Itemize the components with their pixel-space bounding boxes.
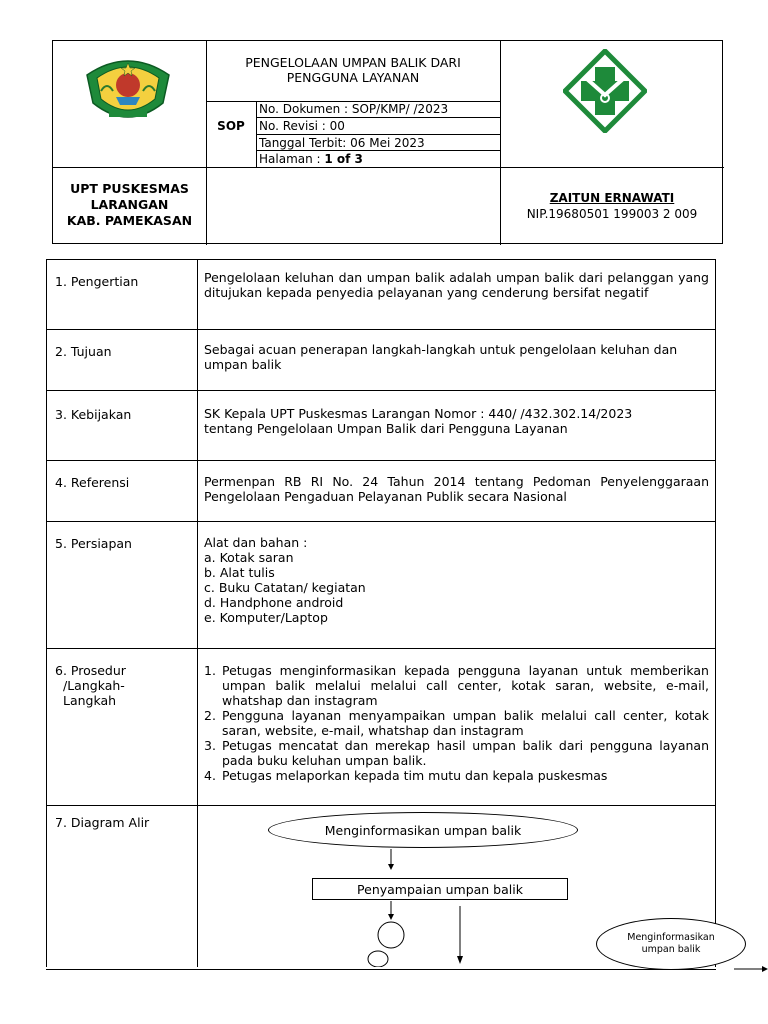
section-label: 7. Diagram Alir xyxy=(47,806,198,967)
section-text xyxy=(198,649,715,805)
unit-line: KAB. PAMEKASAN xyxy=(66,213,193,228)
section-label: 3. Kebijakan xyxy=(47,391,198,460)
sop-label: SOP xyxy=(217,119,245,133)
section-text: Pengelolaan keluhan dan umpan balik adalah umpan balik dari pelanggan yang ditujukan kepada penyedia pelayanan yang cenderung bersifat negatif xyxy=(204,270,709,300)
unit-name xyxy=(53,181,206,229)
signer-name: ZAITUN ERNAWATI xyxy=(549,191,675,205)
step-text: Petugas menginformasikan kepada pengguna layanan untuk memberikan umpan balik melalui melalui call center, kotak saran, website, e-mail, whatshap dan instagram xyxy=(222,663,709,708)
list-item: c. Buku Catatan/ kegiatan xyxy=(204,580,366,595)
list-item xyxy=(204,708,709,738)
page-value: 1 of 3 xyxy=(324,152,363,166)
section-text: Sebagai acuan penerapan langkah-langkah untuk pengelolaan keluhan dan umpan balik xyxy=(204,342,678,372)
text-line: tentang Pengelolaan Umpan Balik dari Pengguna Layanan xyxy=(204,421,568,436)
materials-intro: Alat dan bahan : xyxy=(204,535,308,550)
section-row xyxy=(47,461,715,522)
section-label: 4. Referensi xyxy=(47,461,198,521)
signer-nip: NIP.19680501 199003 2 009 xyxy=(526,207,698,221)
section-label: 5. Persiapan xyxy=(47,522,198,648)
label-line: 6. Prosedur xyxy=(55,663,126,678)
list-item xyxy=(204,663,709,708)
section-label: 2. Tujuan xyxy=(47,330,198,390)
list-item xyxy=(204,738,709,768)
section-text: Permenpan RB RI No. 24 Tahun 2014 tentang Pedoman Penyelenggaraan Pengelolaan Pengaduan Pelayanan Publik secara Nasional xyxy=(204,474,709,504)
step-text: Petugas mencatat dan merekap hasil umpan balik dari pengguna layanan pada buku keluhan umpan balik. xyxy=(222,738,709,768)
unit-line: LARANGAN xyxy=(90,197,169,212)
section-row xyxy=(47,522,715,649)
list-item xyxy=(204,768,709,783)
page-label: Halaman : xyxy=(259,152,325,166)
step-number: 3. xyxy=(204,738,216,753)
section-text xyxy=(198,522,715,648)
regency-crest-icon xyxy=(79,53,177,123)
text-line: SK Kepala UPT Puskesmas Larangan Nomor : 440/ /432.302.14/2023 xyxy=(204,406,633,421)
list-item: d. Handphone android xyxy=(204,595,344,610)
title-line: PENGGUNA LAYANAN xyxy=(286,70,420,85)
section-label: 1. Pengertian xyxy=(47,260,198,329)
flow-start-oval: Menginformasikan umpan balik xyxy=(268,812,578,848)
step-number: 4. xyxy=(204,768,216,783)
continue-arrow-icon xyxy=(734,962,768,976)
section-row xyxy=(47,260,715,330)
step-text: Petugas melaporkan kepada tim mutu dan kepala puskesmas xyxy=(222,768,608,783)
step-number: 1. xyxy=(204,663,216,678)
table-bottom-border xyxy=(46,969,716,970)
flow-step-box: Penyampaian umpan balik xyxy=(312,878,568,900)
issue-date: Tanggal Terbit: 06 Mei 2023 xyxy=(259,136,425,150)
title-line: PENGELOLAAN UMPAN BALIK DARI xyxy=(245,55,461,70)
section-row xyxy=(47,391,715,461)
flow-side-oval: Menginformasikan umpan balik xyxy=(596,918,746,970)
doc-number: No. Dokumen : SOP/KMP/ /2023 xyxy=(259,102,449,116)
revision-number: No. Revisi : 00 xyxy=(259,119,345,133)
label-line: Langkah xyxy=(63,693,117,708)
document-title xyxy=(206,55,500,85)
divider xyxy=(53,167,724,168)
list-item: e. Komputer/Laptop xyxy=(204,610,328,625)
step-text: Pengguna layanan menyampaikan umpan balik melalui call center, kotak saran, website, e-mail, whatshap dan instagram xyxy=(222,708,709,738)
procedure-steps xyxy=(204,663,709,783)
section-row xyxy=(47,330,715,391)
section-row xyxy=(47,649,715,806)
materials-list xyxy=(204,550,709,625)
section-label xyxy=(47,649,198,805)
page-info xyxy=(257,151,500,167)
sop-content-table xyxy=(46,259,716,967)
label-line: /Langkah- xyxy=(63,678,125,693)
sop-header xyxy=(52,40,723,244)
puskesmas-cross-icon xyxy=(563,49,647,133)
step-number: 2. xyxy=(204,708,216,723)
section-text xyxy=(198,391,715,460)
unit-line: UPT PUSKESMAS xyxy=(70,181,189,196)
list-item: a. Kotak saran xyxy=(204,550,294,565)
list-item: b. Alat tulis xyxy=(204,565,275,580)
